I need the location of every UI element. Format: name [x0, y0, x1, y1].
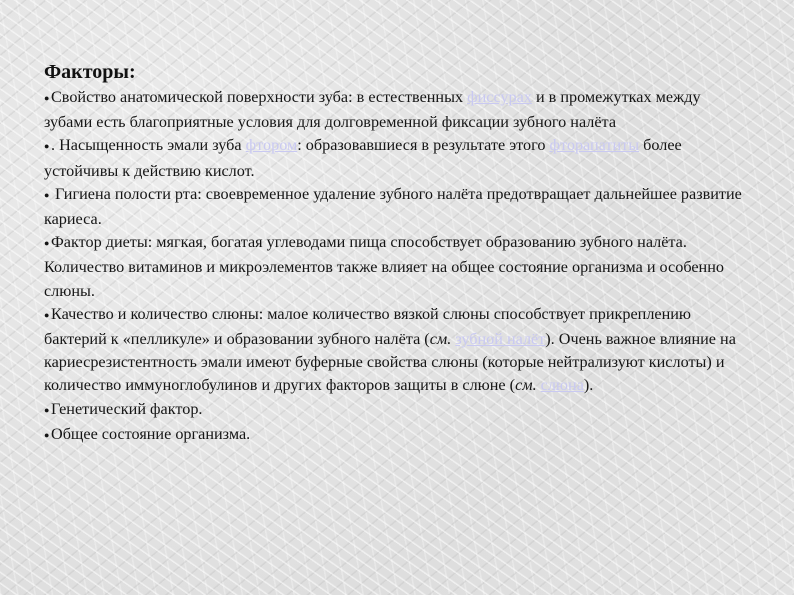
link-fissures[interactable]: фиссурах [467, 88, 532, 106]
item-text: и в промежутках между зубами есть благоприятные условия для долговременной фиксации зубного налёта [44, 88, 701, 132]
bullet-icon: ● [44, 309, 50, 320]
item-text: Гигиена полости рта: своевременное удаление зубного налёта предотвращает дальнейшее развитие кариеса. [44, 184, 742, 229]
item-text: Общее состояние организма. [51, 424, 251, 443]
bullet-icon: ● [44, 404, 50, 415]
bullet-icon: ● [44, 93, 50, 103]
slide-content [44, 58, 744, 448]
link-saliva[interactable]: слюна [540, 376, 584, 395]
factor-item-genetic [44, 398, 744, 423]
item-text: Генетический фактор. [51, 399, 203, 418]
item-text: Качество и количество слюны: малое количество вязкой слюны способствует прикреплению бактерий к «пелликуле» и образовании зубного налёта ( [44, 304, 691, 349]
item-text: Фактор диеты: мягкая, богатая углеводами пища способствует образованию зубного налёта. Количество витаминов и микроэлементов также влияет на общее состояние организма и особенно слюны. [44, 233, 724, 300]
bullet-icon: ● [44, 189, 50, 200]
item-text: ). [583, 376, 594, 395]
link-fluorapatites[interactable]: фторапатиты [549, 136, 640, 155]
factor-item-general [44, 423, 744, 448]
link-fluorine[interactable]: фтором [245, 136, 298, 155]
factor-item-hygiene [44, 183, 744, 231]
factor-item-anatomy [44, 86, 744, 134]
factor-item-saliva [44, 303, 744, 398]
item-text: более устойчивы к действию кислот. [44, 136, 682, 180]
factor-item-fluoride [44, 134, 744, 182]
bullet-icon: ● [44, 141, 50, 152]
factor-item-diet [44, 231, 744, 303]
slide-title: Факторы: [44, 61, 136, 83]
link-dental-plaque[interactable]: зубной налёт [455, 330, 546, 349]
see-reference: см. [515, 376, 537, 395]
bullet-icon: ● [44, 238, 50, 249]
item-text: : образовавшиеся в результате этого [297, 136, 550, 155]
see-reference: см. [429, 330, 452, 349]
bullet-icon: ● [44, 429, 50, 440]
item-text: . Насыщенность эмали зуба [51, 136, 246, 155]
item-text: Свойство анатомической поверхности зуба: в естественных [51, 88, 468, 106]
item-text: ). Очень важное влияние на кариесрезистентность эмали имеют буферные свойства слюны (которые нейтрализуют кислоты) и количество иммуноглобулинов и других факторов защиты в слюне ( [44, 330, 736, 395]
